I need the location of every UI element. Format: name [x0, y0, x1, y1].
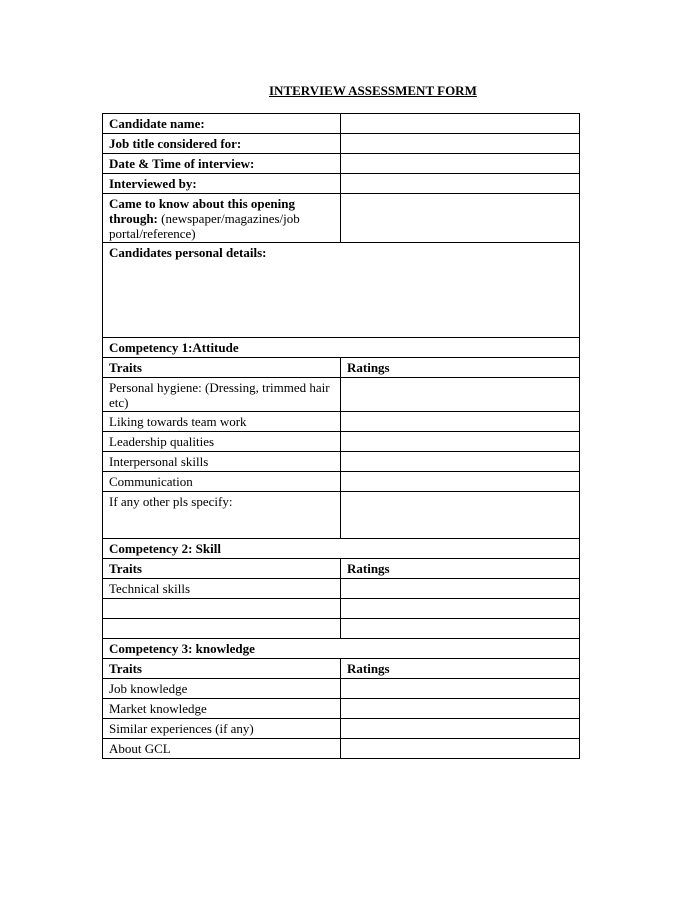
job-title-label: Job title considered for: — [103, 134, 341, 154]
rating-cell[interactable] — [341, 452, 580, 472]
table-row — [103, 412, 580, 432]
job-title-field[interactable] — [341, 134, 580, 154]
competency-header-row — [103, 338, 580, 358]
trait-label[interactable] — [103, 619, 341, 639]
table-row — [103, 174, 580, 194]
competency-3-title: Competency 3: knowledge — [103, 639, 580, 659]
trait-label: Similar experiences (if any) — [103, 719, 341, 739]
traits-header-row — [103, 559, 580, 579]
table-row — [103, 432, 580, 452]
ratings-header: Ratings — [341, 559, 580, 579]
opening-source-cell — [103, 194, 341, 243]
personal-details-field[interactable]: Candidates personal details: — [103, 243, 580, 338]
trait-label: Liking towards team work — [103, 412, 341, 432]
candidate-name-label: Candidate name: — [103, 114, 341, 134]
table-row — [103, 243, 580, 338]
table-row — [103, 579, 580, 599]
interview-datetime-field[interactable] — [341, 154, 580, 174]
table-row — [103, 619, 580, 639]
table-row — [103, 452, 580, 472]
trait-label: Leadership qualities — [103, 432, 341, 452]
assessment-table — [102, 113, 580, 759]
table-row — [103, 154, 580, 174]
interview-datetime-label: Date & Time of interview: — [103, 154, 341, 174]
rating-cell[interactable] — [341, 378, 580, 412]
table-row — [103, 114, 580, 134]
opening-source-label: Came to know about this opening through: — [109, 196, 296, 226]
competency-2-title: Competency 2: Skill — [103, 539, 580, 559]
trait-label: Interpersonal skills — [103, 452, 341, 472]
table-row — [103, 679, 580, 699]
traits-header: Traits — [103, 358, 341, 378]
trait-label: Communication — [103, 472, 341, 492]
candidate-name-field[interactable] — [341, 114, 580, 134]
traits-header: Traits — [103, 659, 341, 679]
rating-cell[interactable] — [341, 679, 580, 699]
ratings-header: Ratings — [341, 659, 580, 679]
competency-1-title: Competency 1:Attitude — [103, 338, 580, 358]
table-row — [103, 472, 580, 492]
rating-cell[interactable] — [341, 432, 580, 452]
table-row — [103, 134, 580, 154]
trait-label: Job knowledge — [103, 679, 341, 699]
interviewed-by-field[interactable] — [341, 174, 580, 194]
opening-source-hint: (newspaper/magazines/job portal/reference) — [109, 211, 300, 241]
rating-cell[interactable] — [341, 492, 580, 539]
table-row — [103, 719, 580, 739]
trait-label[interactable] — [103, 599, 341, 619]
competency-header-row — [103, 639, 580, 659]
traits-header-row — [103, 358, 580, 378]
interviewed-by-label: Interviewed by: — [103, 174, 341, 194]
trait-label: Technical skills — [103, 579, 341, 599]
table-row — [103, 699, 580, 719]
trait-label: Market knowledge — [103, 699, 341, 719]
trait-label: About GCL — [103, 739, 341, 759]
traits-header-row — [103, 659, 580, 679]
rating-cell[interactable] — [341, 699, 580, 719]
ratings-header: Ratings — [341, 358, 580, 378]
rating-cell[interactable] — [341, 472, 580, 492]
rating-cell[interactable] — [341, 719, 580, 739]
trait-label: If any other pls specify: — [103, 492, 341, 539]
table-row — [103, 492, 580, 539]
table-row — [103, 599, 580, 619]
table-row — [103, 378, 580, 412]
competency-header-row — [103, 539, 580, 559]
rating-cell[interactable] — [341, 619, 580, 639]
rating-cell[interactable] — [341, 412, 580, 432]
table-row — [103, 739, 580, 759]
traits-header: Traits — [103, 559, 341, 579]
form-title: INTERVIEW ASSESSMENT FORM — [269, 83, 477, 98]
rating-cell[interactable] — [341, 739, 580, 759]
table-row — [103, 194, 580, 243]
rating-cell[interactable] — [341, 599, 580, 619]
opening-source-field[interactable] — [341, 194, 580, 243]
rating-cell[interactable] — [341, 579, 580, 599]
trait-label: Personal hygiene: (Dressing, trimmed hair etc) — [103, 378, 341, 412]
